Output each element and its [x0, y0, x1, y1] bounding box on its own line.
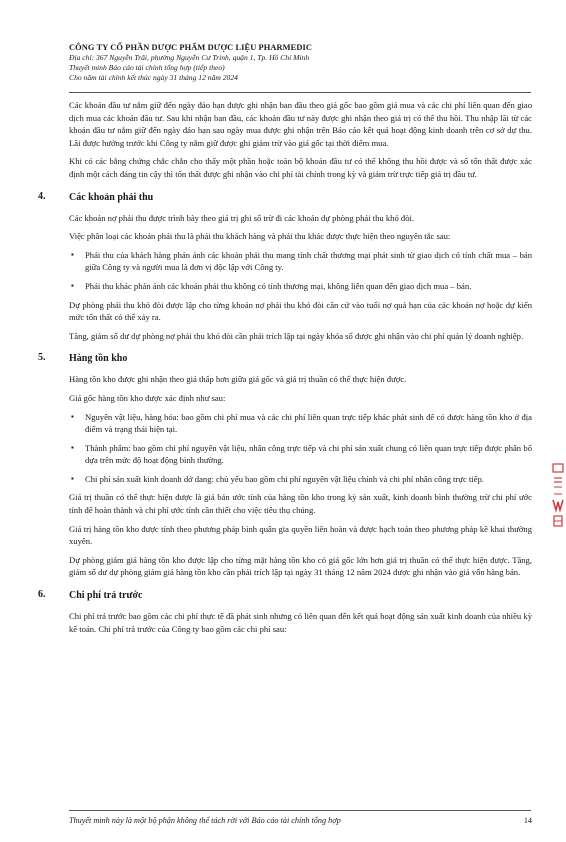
section-title: Chi phí trả trước [69, 590, 143, 602]
paragraph: Các khoản nợ phải thu được trình bày theo giá trị ghi sổ trừ đi các khoản dự phòng phải thu khó đòi. [69, 212, 415, 223]
bullet-icon: ▪ [71, 280, 74, 290]
paragraph: Giá gốc hàng tồn kho được xác định như sau: [69, 392, 226, 403]
paragraph: Việc phân loại các khoản phải thu là phải thu khách hàng và phải thu khác được thực hiện theo nguyên tắc sau: [69, 231, 451, 242]
intro-paragraph-2: Khi có các bằng chứng chắc chắn cho thấy một phần hoặc toàn bộ khoản đầu tư có thể không thu hồi được và số tổn thất được xác định một cách đáng tin cậy thì tổn thất được ghi nhận vào chi phí tài chính trong kỳ và giảm trừ trực tiếp giá trị đầu tư. [69, 156, 532, 179]
paragraph: Hàng tồn kho được ghi nhận theo giá thấp hơn giữa giá gốc và giá trị thuần có thể thực hiện được. [69, 374, 407, 385]
paragraph: Chi phí trả trước bao gồm các chi phí thực tế đã phát sinh nhưng có liên quan đến kết quả hoạt động sản xuất kinh doanh của nhiều kỳ kế toán. Chi phí trả trước của Công ty bao gồm các chi phí sau: [69, 611, 532, 634]
list-item-text: Phải thu của khách hàng phản ánh các khoản phải thu mang tính chất thương mại phát sinh từ giao dịch có tính chất mua – bán giữa Công ty và người mua là đơn vị độc lập với Công ty. [85, 249, 532, 273]
list-item-text: Thành phẩm: bao gồm chi phí nguyên vật liệu, nhân công trực tiếp và chi phí sản xuất chung có liên quan trực tiếp được phân bổ dựa trên mức độ hoạt động bình thường. [85, 442, 532, 466]
paragraph: Giá trị thuần có thể thực hiện được là giá bán ước tính của hàng tồn kho trong kỳ sản xuất, kinh doanh bình thường trừ chi phí ước tính để hoàn thành và chi phí ước tính cần thiết cho việc tiêu thụ chúng. [69, 492, 532, 516]
bullet-icon: ▪ [71, 249, 74, 259]
paragraph: Dự phòng giảm giá hàng tồn kho được lập cho từng mặt hàng tồn kho có giá gốc lớn hơn giá trị thuần có thể thực hiện được. Tăng, giảm số dư dự phòng giảm giá hàng tồn kho cần phải trích lập tại ngày 31 tháng 12 năm 2024 được ghi nhận vào giá vốn hàng bán. [69, 554, 532, 578]
bullet-list [69, 249, 532, 293]
section-title: Hàng tồn kho [69, 353, 128, 365]
bullet-icon: ▪ [71, 411, 74, 421]
bullet-list [69, 411, 532, 486]
document-header [69, 42, 529, 83]
paragraph: Giá trị hàng tồn kho được tính theo phương pháp bình quân gia quyền liên hoàn và được hạch toán theo phương pháp kê khai thường xuyên. [69, 523, 532, 547]
list-item [69, 280, 532, 293]
company-name: CÔNG TY CỔ PHẦN DƯỢC PHẨM DƯỢC LIỆU PHARMEDIC [69, 43, 313, 52]
report-period: Cho năm tài chính kết thúc ngày 31 tháng 12 năm 2024 [69, 73, 238, 82]
paragraph: Dự phòng phải thu khó đòi được lập cho từng khoản nợ phải thu khó đòi căn cứ vào tuổi nợ quá hạn của các khoản nợ hoặc dự kiến mức tổn thất có thể xảy ra. [69, 299, 532, 323]
bullet-icon: ▪ [71, 473, 74, 483]
section-5-heading [38, 352, 532, 368]
header-divider [69, 92, 531, 93]
report-title: Thuyết minh Báo cáo tài chính tổng hợp (tiếp theo) [69, 63, 225, 72]
list-item [69, 442, 532, 467]
section-title: Các khoản phải thu [69, 191, 154, 203]
list-item [69, 411, 532, 436]
section-4-heading [38, 190, 532, 207]
list-item-text: Chi phí sản xuất kinh doanh dở dang: chủ yếu bao gồm chi phí nguyên vật liệu chính và chi phí nhân công trực tiếp. [85, 473, 484, 484]
page-number: 14 [523, 816, 532, 825]
footer-divider [69, 810, 531, 811]
document-body [38, 99, 532, 641]
page-footer [69, 816, 532, 825]
company-address: Địa chỉ: 367 Nguyễn Trãi, phường Nguyễn Cư Trinh, quận 1, Tp. Hồ Chí Minh [69, 53, 310, 62]
intro-paragraph-1: Các khoản đầu tư nắm giữ đến ngày đáo hạn được ghi nhận ban đầu theo giá gốc bao gồm giá mua và các chi phí liên quan đến giao dịch mua các khoản đầu tư. Sau khi nhận ban đầu, các khoản đầu tư này được ghi nhận theo giá trị có thể thu hồi. Thu nhập lãi từ các khoản đầu tư nắm giữ đến ngày đáo hạn sau ngày mua được ghi nhận trên Báo cáo kết quả hoạt động kinh doanh trên cơ sở dự thu. Lãi được hưởng trước khi Công ty nắm giữ được ghi giảm trừ vào giá gốc tại thời điểm mua. [69, 100, 532, 148]
red-stamp-mark [551, 462, 565, 532]
section-number: 4. [38, 190, 46, 202]
stamp-icon [551, 462, 565, 532]
list-item-text: Nguyên vật liệu, hàng hóa: bao gồm chi phí mua và các chi phí liên quan trực tiếp khác phát sinh để có được hàng tồn kho ở địa điểm và trạng thái hiện tại. [85, 411, 532, 435]
section-number: 5. [38, 352, 46, 364]
paragraph: Tăng, giảm số dư dự phòng nợ phải thu khó đòi cần phải trích lập tại ngày khóa sổ được ghi nhận vào chi phí quản lý doanh nghiệp. [69, 330, 524, 341]
list-item-text: Phải thu khác phản ánh các khoản phải thu không có tính thương mại, không liên quan đến giao dịch mua – bán. [85, 280, 472, 291]
section-6-heading [38, 589, 532, 605]
list-item [69, 473, 532, 486]
list-item [69, 249, 532, 274]
bullet-icon: ▪ [71, 442, 74, 452]
section-number: 6. [38, 589, 46, 601]
footer-note: Thuyết minh này là một bộ phận không thể tách rời với Báo cáo tài chính tổng hợp [69, 816, 341, 825]
